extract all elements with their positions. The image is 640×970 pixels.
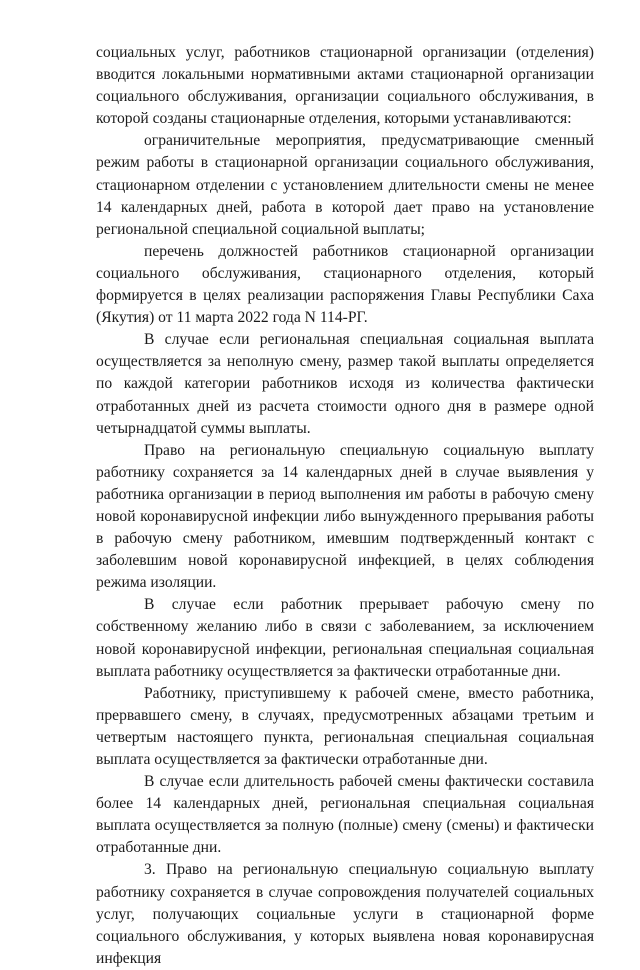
paragraph-9: 3. Право на региональную специальную социальную выплату работнику сохраняется в случае сопровождения получателей социальных услуг, получающих социальные услуги в стационарной форме социального обслуживания, у которых выявлена новая коронавирусная инфекция	[96, 861, 594, 967]
document-page	[96, 42, 594, 970]
paragraph-3: перечень должностей работников стационарной организации социального обслуживания, стационарного отделения, который формируется в целях реализации распоряжения Главы Республики Саха (Якутия) от 11 марта 2022 года N 114-РГ.	[96, 242, 594, 327]
paragraph-1: социальных услуг, работников стационарной организации (отделения) вводится локальными нормативными актами стационарной организации социального обслуживания, организации социального обслуживания, в которой созданы стационарные отделения, которыми устанавливаются:	[96, 44, 594, 128]
paragraph-2: ограничительные мероприятия, предусматривающие сменный режим работы в стационарной организации социального обслуживания, стационарном отделении с установлением длительности смены не менее 14 календарных дней, работа в которой дает право на установление региональной специальной социальной выплаты;	[96, 132, 594, 238]
paragraph-7: Работнику, приступившему к рабочей смене, вместо работника, прервавшего смену, в случаях, предусмотренных абзацами третьим и четвертым настоящего пункта, региональная специальная социальная выплата осуществляется за фактически отработанные дни.	[96, 684, 594, 768]
paragraph-4: В случае если региональная специальная социальная выплата осуществляется за неполную смену, размер такой выплаты определяется по каждой категории работников исходя из количества фактически отработанных дней из расчета стоимости одного дня в размере одной четырнадцатой суммы выплаты.	[96, 331, 594, 437]
paragraph-5: Право на региональную специальную социальную выплату работнику сохраняется за 14 календарных дней в случае выявления у работника организации в период выполнения им работы в рабочую смену новой коронавирусной инфекции либо вынужденного прерывания работы в рабочую смену работником, имевшим подтвержденный контакт с заболевшим новой коронавирусной инфекцией, в целях соблюдения режима изоляции.	[96, 441, 594, 592]
paragraph-6: В случае если работник прерывает рабочую смену по собственному желанию либо в связи с заболеванием, за исключением новой коронавирусной инфекции, региональная специальная социальная выплата работнику осуществляется за фактически отработанные дни.	[96, 596, 594, 680]
paragraph-8: В случае если длительность рабочей смены фактически составила более 14 календарных дней, региональная специальная социальная выплата осуществляется за полную (полные) смену (смены) и фактически отработанные дни.	[96, 773, 594, 857]
